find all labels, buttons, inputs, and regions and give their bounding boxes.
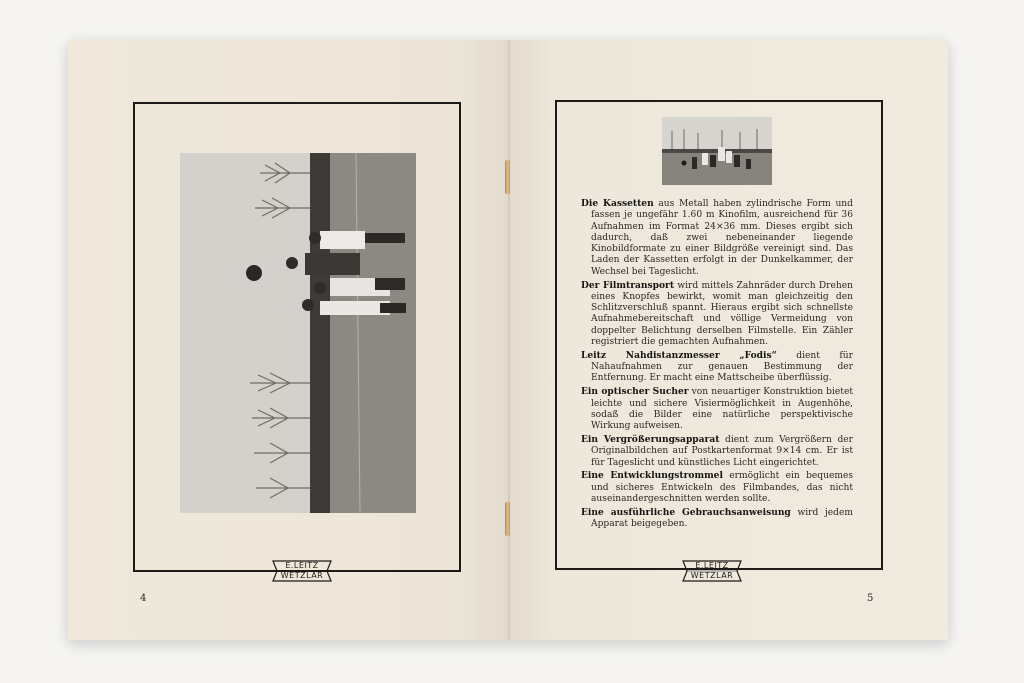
description: dient zum Vergrößern der Originalbildchen auf Postkartenformat 9×14 cm. Er ist für Tageslicht und künstliches Licht eingerichtet. bbox=[591, 434, 853, 468]
football-photo bbox=[180, 153, 416, 513]
term: Der Filmtransport bbox=[581, 279, 675, 291]
right-page-number: 5 bbox=[867, 593, 874, 604]
leitz-logo-right bbox=[679, 558, 745, 584]
paragraph-filmtransport bbox=[581, 280, 853, 349]
logo-line1: E.LEITZ bbox=[285, 561, 319, 570]
description: ermöglicht ein bequemes und sicheres Entwickeln des Filmbandes, das nicht auseinandergeschnitten werden sollte. bbox=[591, 471, 854, 504]
paragraph-kassetten bbox=[581, 198, 853, 278]
paragraph-vergroesserungsapparat bbox=[581, 434, 853, 469]
open-booklet bbox=[68, 40, 948, 640]
term: Die Kassetten bbox=[581, 198, 654, 209]
logo-line2: WETZLAR bbox=[280, 571, 324, 580]
paragraph-entwicklungstrommel bbox=[581, 470, 853, 505]
paragraph-gebrauchsanweisung bbox=[581, 507, 853, 531]
term: Ein optischer Sucher bbox=[581, 386, 689, 398]
camera-accessories-text bbox=[581, 198, 853, 532]
left-page-number: 4 bbox=[140, 593, 147, 604]
term: Eine ausführliche Gebrauchsanweisung bbox=[581, 506, 791, 518]
left-page-frame bbox=[133, 102, 461, 572]
right-page bbox=[510, 40, 948, 640]
term: Eine Entwicklungstrommel bbox=[581, 470, 723, 482]
small-football-photo-drawing bbox=[662, 117, 772, 185]
paragraph-nahdistanzmesser bbox=[581, 350, 853, 385]
logo-line1: E.LEITZ bbox=[695, 561, 729, 570]
description: aus Metall haben zylindrische Form und fassen je ungefähr 1.60 m Kinofilm, ausreichend für 36 Aufnahmen im Format 24×36 mm. Dieses ergibt sich dadurch, daß zwei nebeneinander liegende Kinobildformate zu einer Bildgröße vereinigt sind. Das Laden der Kassetten erfolgt in der Dunkelkammer, der Wechsel bei Tageslicht. bbox=[591, 199, 853, 277]
paragraph-sucher bbox=[581, 386, 853, 432]
small-football-photo bbox=[662, 117, 772, 185]
leitz-logo-left bbox=[269, 558, 335, 584]
term: Ein Vergrößerungsapparat bbox=[581, 433, 720, 445]
description: von neuartiger Konstruktion bietet leichte und sichere Visiermöglichkeit in Augenhöhe, sodaß die Bilder eine natürliche perspektivische Wirkung aufweisen. bbox=[591, 387, 853, 432]
football-photo-drawing bbox=[180, 153, 416, 513]
term: Leitz Nahdistanzmesser „Fodis“ bbox=[581, 349, 777, 361]
right-page-frame bbox=[555, 100, 883, 570]
description: wird jedem Apparat beigegeben. bbox=[591, 507, 853, 530]
description: wird mittels Zahnräder durch Drehen eines Knopfes bewirkt, womit man gleichzeitig den Schlitzverschluß spannt. Hieraus ergibt sich schnellste Aufnahmebereitschaft und völlige Vermeidung von doppelter Belichtung derselben Filmstelle. Ein Zähler registriert die gemachten Aufnahmen. bbox=[591, 280, 853, 348]
description: dient für Nahaufnahmen zur genauen Bestimmung der Entfernung. Er macht eine Mattscheibe überflüssig. bbox=[591, 350, 853, 384]
left-page bbox=[68, 40, 510, 640]
logo-line2: WETZLAR bbox=[690, 571, 734, 580]
